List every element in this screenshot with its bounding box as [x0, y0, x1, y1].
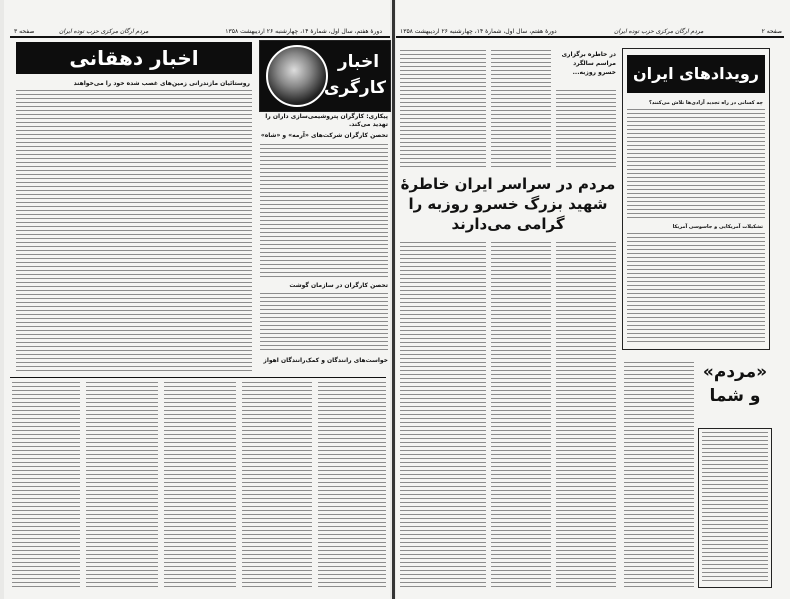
article-head: در خاطره برگزاری مراسم سالگرد خسرو روزبه...: [561, 51, 616, 76]
events-text-1: [627, 109, 765, 219]
story-col-3: [400, 242, 486, 588]
people-letter-box: [698, 428, 772, 588]
workers-text-2: [260, 293, 388, 353]
issue-line: دورهٔ هفتم، سال اول، شمارهٔ ۱۴، چهارشنبه ۲۶ اردیبهشت ۱۳۵۸: [400, 28, 557, 35]
story-col-1: [556, 242, 616, 588]
bottom-col-1: [12, 382, 80, 588]
page-number: صفحه ۳: [14, 28, 35, 35]
workers-subhead-4: خواست‌های رانندگان و کمک‌رانندگان اهواز: [263, 357, 388, 364]
workers-subhead-1: پیکاری: کارگران پتروشیمی‌سازی داران را تهدید می‌کند.: [265, 113, 388, 128]
people-col-1: [624, 362, 694, 588]
worker-illustration: [266, 45, 328, 107]
left-page: [4, 0, 390, 599]
farmers-subhead: روستائیان مازندرانی زمین‌های غصب شده خود را می‌خواهند: [73, 80, 250, 87]
main-headline: مردم در سراسر ایران خاطرهٔ شهید بزرگ خسرو روزبه را گرامی می‌دارند: [400, 175, 616, 233]
farmers-news-title: اخبار دهقانی: [16, 42, 252, 74]
workers-subhead-3: تحصن کارگران در سازمان گوشت: [289, 282, 388, 289]
page-number: صفحه ۲: [761, 28, 782, 35]
iran-events-title: رویدادهای ایران: [627, 55, 765, 93]
iran-events-box: [622, 48, 770, 350]
masthead: مردم ارگان مرکزی حزب توده ایران: [614, 28, 704, 35]
workers-text-1: [260, 144, 388, 278]
events-text-2: [627, 233, 765, 343]
events-subhead-2: تشکیلات آمریکایی و جاسوسی آمریکا: [672, 224, 763, 230]
people-and-you-title: «مردم» و شما: [702, 362, 768, 406]
right-page: [396, 0, 790, 599]
people-col-2: [702, 432, 768, 582]
col-2-text: [491, 50, 551, 168]
issue-line: دورهٔ هفتم، سال اول، شمارهٔ ۱۴، چهارشنبه ۲۶ اردیبهشت ۱۳۵۸: [225, 28, 382, 35]
events-subhead-1: چه کسانی در راه تجدید آزادی‌ها تلاش می‌کنند؟: [648, 100, 763, 106]
col-3-text: [400, 50, 486, 168]
workers-news-title: اخبار کارگری: [323, 52, 386, 98]
farmers-text: [16, 90, 252, 372]
workers-news-box: [259, 40, 391, 112]
header-rule: [396, 36, 784, 38]
section-rule: [10, 377, 386, 378]
page-gutter: [392, 0, 395, 599]
bottom-col-5: [318, 382, 386, 588]
col-1-text: [556, 90, 616, 168]
bottom-col-4: [242, 382, 312, 588]
masthead: مردم ارگان مرکزی حزب توده ایران: [59, 28, 149, 35]
header-rule: [10, 36, 390, 38]
story-col-2: [491, 242, 551, 588]
bottom-col-3: [164, 382, 236, 588]
bottom-col-2: [86, 382, 158, 588]
workers-subhead-2: تحصن کارگران شرکت‌های «آرمه» و «شاه»: [260, 132, 388, 139]
